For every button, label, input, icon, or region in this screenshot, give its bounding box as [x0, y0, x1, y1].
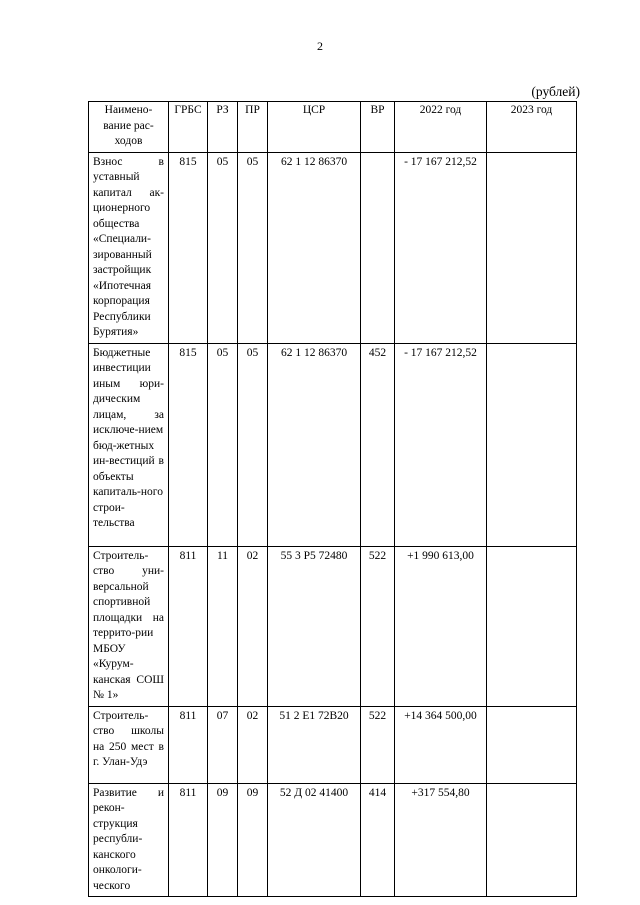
expenditure-table — [88, 101, 577, 897]
cell-2023 — [487, 152, 577, 343]
page-number: 2 — [317, 39, 323, 53]
cell-rz: 09 — [208, 783, 238, 897]
cell-pr: 09 — [238, 783, 268, 897]
header-rz: РЗ — [208, 102, 238, 153]
cell-grbs: 815 — [169, 152, 208, 343]
cell-2022: +1 990 613,00 — [395, 546, 487, 706]
cell-vr: 414 — [361, 783, 395, 897]
cell-csr: 62 1 12 86370 — [268, 152, 361, 343]
cell-pr: 05 — [238, 152, 268, 343]
table-header-row — [89, 102, 577, 153]
cell-2023 — [487, 706, 577, 783]
cell-grbs: 811 — [169, 783, 208, 897]
cell-grbs: 811 — [169, 706, 208, 783]
cell-rz: 05 — [208, 152, 238, 343]
cell-name: Строитель-ство школы на 250 мест в г. Улан-Удэ — [89, 706, 169, 783]
cell-2023 — [487, 546, 577, 706]
table-row — [89, 706, 577, 783]
cell-vr: 522 — [361, 546, 395, 706]
units-label: (рублей) — [531, 84, 580, 99]
header-pr: ПР — [238, 102, 268, 153]
header-csr: ЦСР — [268, 102, 361, 153]
cell-2022: - 17 167 212,52 — [395, 152, 487, 343]
cell-csr: 62 1 12 86370 — [268, 343, 361, 546]
header-name: Наимено-вание рас-ходов — [89, 102, 169, 153]
cell-csr: 55 3 P5 72480 — [268, 546, 361, 706]
cell-csr: 52 Д 02 41400 — [268, 783, 361, 897]
cell-grbs: 815 — [169, 343, 208, 546]
header-vr: ВР — [361, 102, 395, 153]
cell-2023 — [487, 783, 577, 897]
cell-rz: 05 — [208, 343, 238, 546]
table-row — [89, 783, 577, 897]
cell-grbs: 811 — [169, 546, 208, 706]
cell-vr: 452 — [361, 343, 395, 546]
header-2023: 2023 год — [487, 102, 577, 153]
cell-name: Развитие и рекон-струкция республи-канского онкологи-ческого — [89, 783, 169, 897]
cell-vr — [361, 152, 395, 343]
header-2022: 2022 год — [395, 102, 487, 153]
cell-2022: +317 554,80 — [395, 783, 487, 897]
cell-vr: 522 — [361, 706, 395, 783]
cell-pr: 02 — [238, 706, 268, 783]
cell-name: Взнос в уставный капитал ак-ционерного общества «Специали-зированный застройщик «Ипотечная корпорация Республики Бурятия» — [89, 152, 169, 343]
cell-rz: 07 — [208, 706, 238, 783]
cell-name: Строитель-ство уни-версальной спортивной площадки на террито-рии МБОУ «Курум-канская СОШ № 1» — [89, 546, 169, 706]
table-row — [89, 152, 577, 343]
cell-2022: +14 364 500,00 — [395, 706, 487, 783]
cell-pr: 05 — [238, 343, 268, 546]
cell-2022: - 17 167 212,52 — [395, 343, 487, 546]
cell-pr: 02 — [238, 546, 268, 706]
cell-name: Бюджетные инвестиции иным юри-дическим лицам, за исключе-нием бюд-жетных ин-вестиций в объекты капиталь-ного строи-тельства — [89, 343, 169, 546]
table-row — [89, 343, 577, 546]
cell-rz: 11 — [208, 546, 238, 706]
table-row — [89, 546, 577, 706]
cell-csr: 51 2 E1 72В20 — [268, 706, 361, 783]
header-grbs: ГРБС — [169, 102, 208, 153]
cell-2023 — [487, 343, 577, 546]
